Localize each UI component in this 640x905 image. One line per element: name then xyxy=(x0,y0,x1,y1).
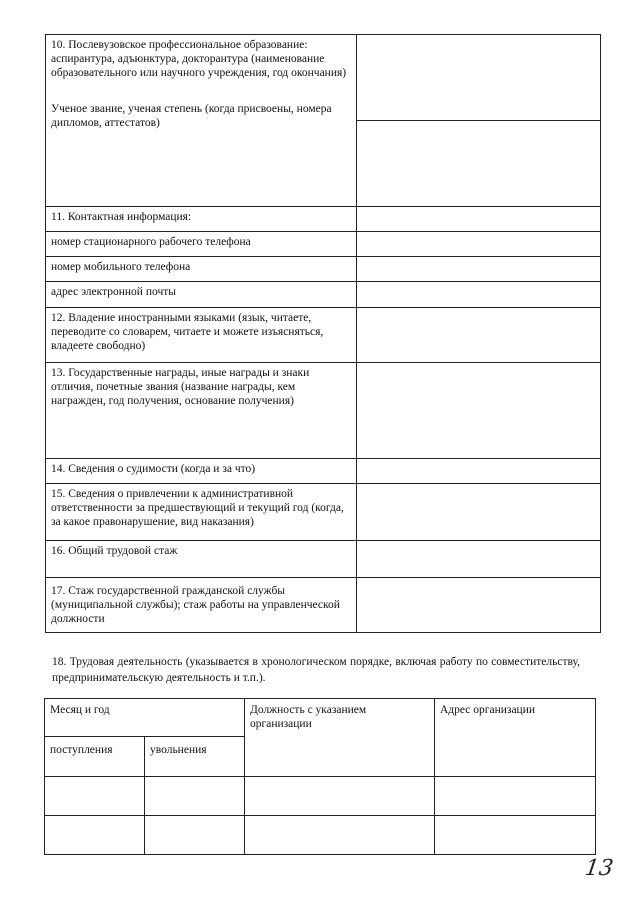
work-row-1-start[interactable] xyxy=(45,777,145,816)
work-history-table xyxy=(44,698,596,855)
postgraduate-value[interactable] xyxy=(357,35,601,121)
total-experience-value[interactable] xyxy=(357,541,601,578)
work-phone-value[interactable] xyxy=(357,232,601,257)
mobile-phone-value[interactable] xyxy=(357,257,601,282)
work-history-heading: 18. Трудовая деятельность (указывается в хронологическом порядке, включая работу по совместительству, предпринимательскую деятельность и т.п.). xyxy=(52,656,580,684)
work-row-2-end[interactable] xyxy=(145,816,245,855)
work-row-1-position[interactable] xyxy=(245,777,435,816)
work-row-2-start[interactable] xyxy=(45,816,145,855)
administrative-liability-label: 15. Сведения о привлечении к административной ответственности за предшествующий и текущий год (когда, за какое правонарушение, вид наказания) xyxy=(46,484,357,541)
address-header: Адрес организации xyxy=(435,699,596,777)
contact-info-value[interactable] xyxy=(357,207,601,232)
languages-label: 12. Владение иностранными языками (язык, читаете, переводите со словарем, читаете и можете изъясняться, владеете свободно) xyxy=(46,308,357,363)
page-number: 13 xyxy=(583,856,615,881)
row-postgraduate-label xyxy=(46,35,357,207)
contact-info-label: 11. Контактная информация: xyxy=(46,207,357,232)
email-value[interactable] xyxy=(357,282,601,308)
end-date-header: увольнения xyxy=(145,737,245,777)
academic-degree-text: Ученое звание, ученая степень (когда присвоены, номера дипломов, аттестатов) xyxy=(51,103,332,129)
awards-value[interactable] xyxy=(357,363,601,459)
email-label: адрес электронной почты xyxy=(46,282,357,308)
start-date-header: поступления xyxy=(45,737,145,777)
mobile-phone-label: номер мобильного телефона xyxy=(46,257,357,282)
total-experience-label: 16. Общий трудовой стаж xyxy=(46,541,357,578)
work-row-2-position[interactable] xyxy=(245,816,435,855)
month-year-header: Месяц и год xyxy=(45,699,245,737)
work-row-1-address[interactable] xyxy=(435,777,596,816)
administrative-liability-value[interactable] xyxy=(357,484,601,541)
criminal-record-label: 14. Сведения о судимости (когда и за что) xyxy=(46,459,357,484)
work-phone-label: номер стационарного рабочего телефона xyxy=(46,232,357,257)
civil-service-experience-label: 17. Стаж государственной гражданской службы (муниципальной службы); стаж работы на управленческой должности xyxy=(46,578,357,633)
postgraduate-text: 10. Послевузовское профессиональное образование: аспирантура, адъюнктура, докторантура (наименование образовательного или научного учреждения, год окончания) xyxy=(51,39,347,79)
position-header: Должность с указанием организации xyxy=(245,699,435,777)
awards-label: 13. Государственные награды, иные награды и знаки отличия, почетные звания (название награды, кем награжден, год получения, основание получения) xyxy=(46,363,357,459)
work-row-1-end[interactable] xyxy=(145,777,245,816)
work-row-2-address[interactable] xyxy=(435,816,596,855)
questionnaire-table xyxy=(45,34,601,633)
languages-value[interactable] xyxy=(357,308,601,363)
civil-service-experience-value[interactable] xyxy=(357,578,601,633)
criminal-record-value[interactable] xyxy=(357,459,601,484)
academic-degree-value[interactable] xyxy=(357,121,601,207)
